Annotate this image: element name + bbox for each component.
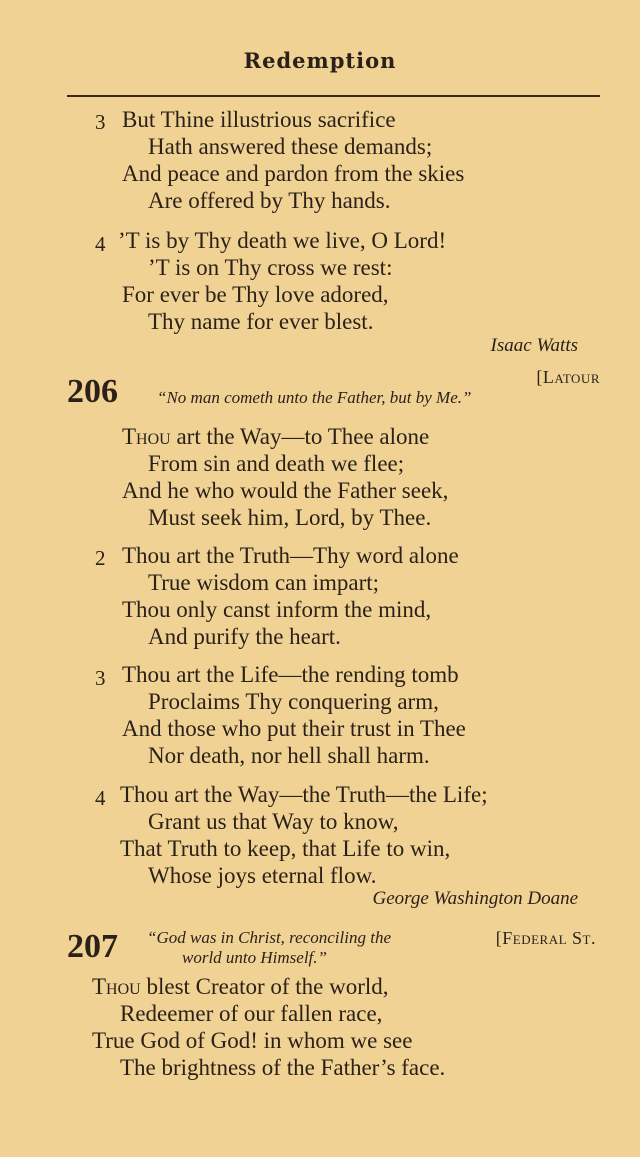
verse-line: Thou art the Way—the Truth—the Life; bbox=[120, 782, 488, 807]
tune-name: [Latour bbox=[536, 367, 600, 387]
verse-line-rest: art the Way—to Thee alone bbox=[170, 424, 430, 449]
verse-line: And purify the heart. bbox=[148, 624, 341, 649]
hymn-epigraph: world unto Himself.” bbox=[182, 948, 327, 967]
verse-line: Grant us that Way to know, bbox=[148, 809, 399, 834]
first-word: Thou bbox=[122, 424, 171, 449]
first-word: Thou bbox=[92, 974, 141, 999]
hymn-epigraph: “No man cometh unto the Father, but by Me.” bbox=[157, 388, 472, 407]
hymn-number: 207 bbox=[67, 928, 118, 965]
hymn-number: 206 bbox=[67, 373, 118, 410]
verse-line: For ever be Thy love adored, bbox=[122, 282, 389, 307]
verse-line: Thou only canst inform the mind, bbox=[122, 597, 432, 622]
verse-line bbox=[122, 424, 429, 450]
author-credit: George Washington Doane bbox=[372, 888, 578, 909]
hymn-epigraph: “God was in Christ, reconciling the bbox=[147, 928, 391, 947]
verse-line: Whose joys eternal flow. bbox=[148, 863, 377, 888]
verse-line: But Thine illustrious sacrifice bbox=[122, 107, 396, 132]
verse-line: Thou art the Life—the rending tomb bbox=[122, 662, 459, 687]
verse-line: ’T is by Thy death we live, O Lord! bbox=[118, 228, 447, 253]
verse-line-rest: blest Creator of the world, bbox=[140, 974, 389, 999]
verse-line: And peace and pardon from the skies bbox=[122, 161, 465, 186]
verse-number: 4 bbox=[95, 786, 106, 810]
verse-number: 3 bbox=[95, 110, 106, 134]
verse-line: Proclaims Thy conquering arm, bbox=[148, 689, 439, 714]
verse-line: True wisdom can impart; bbox=[148, 570, 380, 595]
verse-line: Redeemer of our fallen race, bbox=[120, 1001, 383, 1026]
author-credit: Isaac Watts bbox=[490, 335, 578, 356]
page-header: Redemption bbox=[243, 48, 397, 73]
verse-line: Nor death, nor hell shall harm. bbox=[148, 743, 430, 768]
verse-number: 4 bbox=[95, 232, 106, 256]
header-rule bbox=[67, 95, 600, 97]
verse-line: Are offered by Thy hands. bbox=[148, 188, 391, 213]
verse-number: 3 bbox=[95, 666, 106, 690]
verse-line: From sin and death we flee; bbox=[148, 451, 405, 476]
verse-line: And he who would the Father seek, bbox=[122, 478, 449, 503]
verse-line: Thou art the Truth—Thy word alone bbox=[122, 543, 459, 568]
verse-line: The brightness of the Father’s face. bbox=[120, 1055, 446, 1080]
verse-line: True God of God! in whom we see bbox=[92, 1028, 413, 1053]
verse-line: That Truth to keep, that Life to win, bbox=[120, 836, 451, 861]
tune-name: [Federal St. bbox=[495, 928, 596, 948]
verse-line: And those who put their trust in Thee bbox=[122, 716, 466, 741]
verse-line: Must seek him, Lord, by Thee. bbox=[148, 505, 432, 530]
verse-line bbox=[92, 974, 389, 1000]
verse-line: Hath answered these demands; bbox=[148, 134, 433, 159]
verse-line: ’T is on Thy cross we rest: bbox=[148, 255, 393, 280]
verse-number: 2 bbox=[95, 546, 106, 570]
verse-line: Thy name for ever blest. bbox=[148, 309, 374, 334]
